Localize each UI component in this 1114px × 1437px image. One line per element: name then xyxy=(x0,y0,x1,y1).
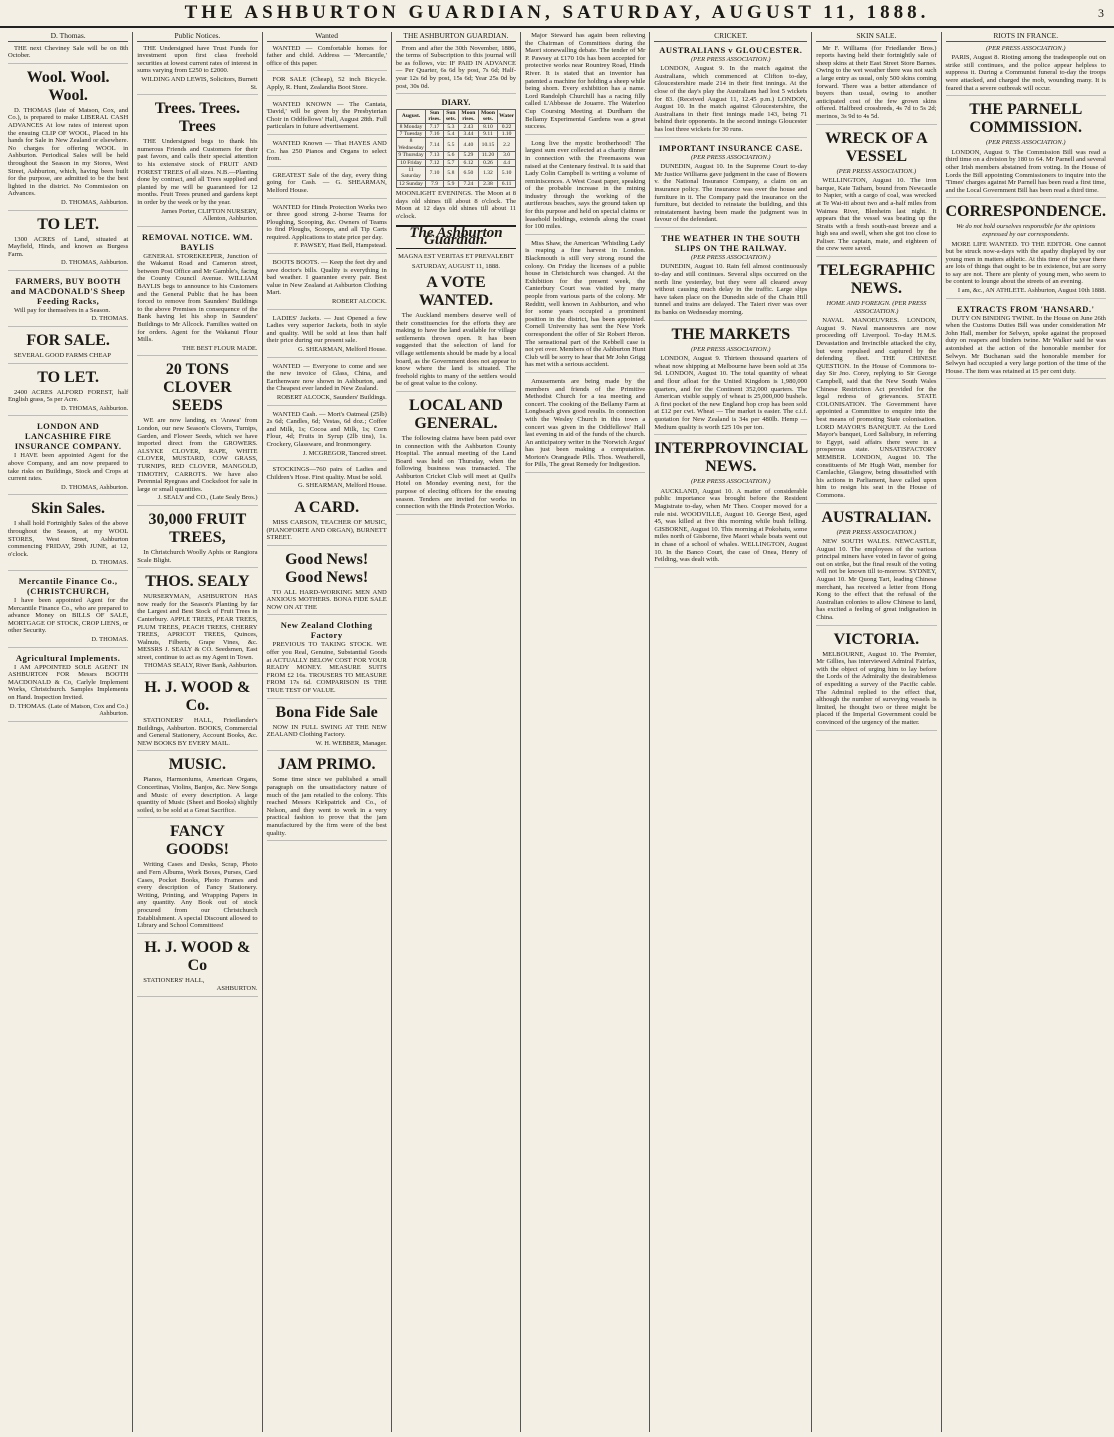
article-heading: Mercantile Finance Co., (CHRISTCHURCH, xyxy=(18,575,118,596)
article xyxy=(816,130,936,258)
article-body: LONDON, August 9. The Commission Bill was read a third time on a division by 180 to 64. Mr Parnell and several other Irish members abstained from voting. In the House of Lords the Bill appointing Commissioners to inquire into the 'Times' charges against Mr Parnell has been read a first time, and the Local Government Bill has been read a third time. xyxy=(945,148,1106,194)
article-body: AUCKLAND, August 10. A matter of considerable public importance was brought before the Resident Magistrate to-day, when Mr Theo. Cooper moved for a rule nisi. WOODVILLE, August 10. George Best, aged 45, was killed at five this morning while bush felling. GISBORNE, August 10. This morning at Pokohatu, some miles north of Gisborne, five Maori whale boats went out in chase of a school of whales. WELLINGTON, August 10. In the Banco Court, the case of Onea, Henry of Feilding, was dealt with. xyxy=(654,487,808,564)
article xyxy=(137,511,257,568)
article-body: WANTED Cash. — Mort's Oatmeal (25lb) 2s 6d; Candles, 6d; Vestas, 6d doz.; Coffee and Milk, 1s; Cocoa and Milk, 1s; Corn Flour, 4d; Fruits in Syrup (2lb tins), 1s. Crockery, Glassware, and Ironmongery. xyxy=(266,410,387,448)
article-signature: D. THOMAS. (Late of Matson, Cox and Co.) Ashburton. xyxy=(9,702,129,718)
diary-cell: 7.14 xyxy=(426,138,443,152)
article xyxy=(946,304,1106,380)
article-body: LONDON, August 9. In the match against the Australians, which commenced at Clifton to-day, Gloucestershire made 214 in their first innings. At the close of the day's play the Australians had lost 5 wickets for 83. (Received August 11, 12.45 p.m.) LONDON, August 10. In the match against Gloucestershire, the Australians in their first innings made 143, being 71 behind their opponents. In the second innings Gloucester has lost three wickets for 30 runs. xyxy=(654,65,808,133)
article-heading: THE MARKETS xyxy=(671,325,791,343)
article-signature: D. THOMAS, Ashburton. xyxy=(61,404,129,412)
article-body: BOOTS BOOTS. — Keep the feet dry and save doctor's bills. Quality is everything in bad weather. I guarantee every pair. Best value in New Zealand at Ashburton Clothing Mart. xyxy=(266,259,387,297)
article xyxy=(8,216,128,271)
article-heading: IMPORTANT INSURANCE CASE. xyxy=(658,142,803,153)
page-number: 3 xyxy=(1098,6,1104,20)
diary-cell: 5.4 xyxy=(443,130,458,137)
article xyxy=(137,823,257,933)
article xyxy=(816,262,936,503)
article-body: Will pay for themselves in a Season. xyxy=(14,306,111,314)
article-subheading: (PER PRESS ASSOCIATION.) xyxy=(690,153,771,161)
article-heading: Agricultural Implements. xyxy=(15,652,121,663)
article-body: GREATEST Sale of the day, every thing going for Cash. — G. SHEARMAN, Melford House. xyxy=(266,171,387,194)
article-heading: JAM PRIMO. xyxy=(277,756,376,774)
table-row xyxy=(396,159,515,166)
article-body: NOW IN FULL SWING AT THE NEW ZEALAND Clothing Factory. xyxy=(266,723,387,739)
article xyxy=(816,509,936,626)
article-subheading: (PER PRESS ASSOCIATION.) xyxy=(690,478,771,486)
article-body: Mr F. Williams (for Friedlander Bros.) reports having held their fortnightly sale of sheep skins at their East Street Store Barnes. Owing to the wet weather there was not such a large entry as usual, only 500 skins coming forward. There was a better attendance of buyers than usual, owing to another anticipated cost of the few grown skins offered. Halfbred crossbreds, 4s 7d to 5s 2d; merinos, 3s 9d to 4s 5d. xyxy=(816,44,937,120)
diary-cell: 11.20 xyxy=(478,152,497,159)
article xyxy=(816,45,936,125)
diary-header-cell: Moon sets. xyxy=(478,109,497,123)
article xyxy=(525,140,645,235)
diary-header-cell: Sun sets. xyxy=(443,109,458,123)
article-heading: LOCAL AND GENERAL. xyxy=(409,396,503,432)
article xyxy=(8,421,128,495)
article-signature: ROBERT ALCOCK, Saunders' Buildings. xyxy=(276,393,387,401)
article-heading: FANCY GOODS! xyxy=(165,823,229,859)
table-row xyxy=(396,152,515,159)
article-body: PARIS, August 8. Rioting among the tradespeople out on strike still continues, and the police appear helpless to suppress it. During a Communist funeral to-day the troops were attacked, and charged the mob, wounding many. It is feared that a severe outbreak will occur. xyxy=(945,54,1106,92)
article-heading: WRECK OF A VESSEL xyxy=(825,129,928,165)
diary-cell: 4.4 xyxy=(498,159,516,166)
article-subheading: (PER PRESS ASSOCIATION.) xyxy=(836,528,917,536)
diary-cell: 7 Tuesday xyxy=(396,130,425,137)
article xyxy=(946,101,1106,198)
article-heading: LONDON AND LANCASHIRE FIRE INSURANCE COMPANY. xyxy=(14,421,122,452)
article-body: MELBOURNE, August 10. The Premier, Mr Gillies, has interviewed Admiral Fairfax, with the object of urging him to lay before the Lords of the Admiralty the desirableness of expediting a survey of the Pacific cable. The Admiral replied to the effect that, although the number of surveying vessels is limited, he thought two or three might be placed if the Imperial Government could be convinced of the urgency of the matter. xyxy=(816,650,937,726)
subscription-terms xyxy=(396,45,516,95)
dateline: SATURDAY, AUGUST 11, 1888. xyxy=(411,263,500,271)
article xyxy=(525,378,645,473)
article xyxy=(267,551,387,616)
article-signature: THOMAS SEALY, River Bank, Ashburton. xyxy=(144,662,258,670)
article xyxy=(267,76,387,95)
subscription-text: From and after the 30th November, 1886, the terms of Subscription to this journal will be as follows, viz: IF PAID IN ADVANCE — Per Quarter, 6s 6d by post, 7s 6d; Half-year 12s 6d by post, 15s 6d; Year 25s 0d by post, 30s 0d. xyxy=(395,44,517,90)
article xyxy=(8,500,128,571)
article-body: DUNEDIN, August 10. Rain fell almost continuously to-day and still continues. Several slips occurred on the north line yesterday, but they were all cleared away without causing much delay in the traffic. Large slips have taken place on the Dunedin side of the Chain Hill tunnel and trains are delayed. The Taieri river was over its banks on Wednesday morning. xyxy=(654,263,808,317)
article-subheading: HOME AND FOREIGN. (PER PRESS ASSOCIATION.) xyxy=(826,300,927,315)
diary-cell: 2.2 xyxy=(498,138,516,152)
article-subheading: (PER PRESS ASSOCIATION.) xyxy=(985,44,1066,52)
article-subheading: (PER PRESS ASSOCIATION.) xyxy=(836,167,917,175)
article-body: I HAVE been appointed Agent for the above Company, and am now prepared to take risks on Buildings, Stock and Crops at current rates. xyxy=(8,452,129,483)
diary-cell: 6.50 xyxy=(459,167,479,181)
article xyxy=(137,361,257,506)
diary-cell: 5.8 xyxy=(443,167,458,181)
article xyxy=(946,203,1106,298)
article-signature: G. SHEARMAN, Melford House. xyxy=(297,346,387,353)
article-heading: New Zealand Clothing Factory xyxy=(280,620,373,641)
article-body: WANTED — Everyone to come and see the new invoice of Glass, China, and Earthenware now shown in Ashburton, and the Cheapest ever landed in New Zealand. xyxy=(266,362,387,393)
article-signature: D. THOMAS, Ashburton. xyxy=(61,483,129,491)
article xyxy=(267,499,387,546)
article xyxy=(137,939,257,997)
article-body: D. THOMAS (late of Matson, Cox, and Co.), is prepared to make LIBERAL CASH ADVANCES At low rates of interest upon the ensuing CLIP OF WOOL, Placed in his hands for Sale in New Zealand or elsewhere. No charges for offering WOOL in Ashburton. Periodical Sales will be held throughout the Season in my Stores, West Street, Ashburton, which, having been built for the purpose, are admitted to be the best lighted in the district. No Commission on Advances. xyxy=(8,106,129,198)
article xyxy=(267,315,387,358)
diary-cell: 7.17 xyxy=(426,123,443,130)
column-7 xyxy=(812,32,941,1432)
article-body: DUTY ON BINDING TWINE. In the House on June 26th when the Customs Duties Bill was under consideration Mr John Hall, member for Selwyn, spoke against the proposed duty on reapers and binders twine. Mr Walker said he was astonished at the action of the honorable member for Selwyn. Mr Buchanan said the honorable member for Selwyn had occupied a very large portion of the time of the House. The item was retained at 15 per cent duty. xyxy=(945,314,1106,375)
diary-cell: 7.16 xyxy=(426,130,443,137)
article-signature: D. THOMAS. xyxy=(91,315,129,323)
article xyxy=(267,101,387,135)
article xyxy=(816,631,936,731)
diary-cell: 2.43 xyxy=(459,123,479,130)
article-heading: A VOTE WANTED. xyxy=(418,273,494,309)
diary-cell: 5.9 xyxy=(443,180,458,187)
article-body: Long live the mystic brotherhood! The largest sum ever collected at a charity dinner in connection with the Freemasons was raised at the Centenary festival. It is said that Lady Colin Campbell is writing a volume of reminiscences. A West Coast paper, speaking of the probable increase in the mining industry through the working of the auriferous beaches, says the ground taken up for this purpose and held on special claims or leasehold holdings, extends along the coast for 100 miles. xyxy=(525,139,646,231)
article xyxy=(267,704,387,752)
column-header: D. Thomas. xyxy=(8,32,128,42)
article-heading: EXTRACTS FROM 'HANSARD.' xyxy=(957,303,1095,314)
article-body: PREVIOUS TO TAKING STOCK. WE offer you Real, Genuine, Substantial Goods at ACTUALLY BELOW COST FOR YOUR READY MONEY. MEASURE SUITS FROM £2 16s. TROUSERS TO MEASURE FROM 17s 6d. COMPARISON IS THE TRUE TEST OF VALUE. xyxy=(266,641,387,695)
diary-cell: 7.24 xyxy=(459,180,479,187)
article-heading: TELEGRAPHIC NEWS. xyxy=(817,262,936,298)
columns xyxy=(4,32,1110,1432)
diary-header-cell: Sun rises. xyxy=(426,109,443,123)
article-body: MISS CARSON, TEACHER OF MUSIC, (PIANOFORTE AND ORGAN), BURNETT STREET. xyxy=(266,518,387,542)
article-subheading: (PER PRESS ASSOCIATION.) xyxy=(690,55,771,63)
diary-cell: 3.44 xyxy=(459,130,479,137)
article xyxy=(267,411,387,462)
article-body: 1300 ACRES of Land, situated at Mayfield, Hinds, and known as Burgess Farm. xyxy=(8,235,129,258)
article-body: FOR SALE (Cheap), 52 inch Bicycle. Apply, R. Hunt, Zealandia Boot Store. xyxy=(266,76,387,91)
article-signature: I am, &c., AN ATHLETE. Ashburton, August 10th 1888. xyxy=(957,287,1106,295)
article xyxy=(8,45,128,64)
article-heading: H. J. WOOD & Co xyxy=(144,938,251,974)
article-body: I shall hold Fortnightly Sales of the above throughout the Season, at my WOOL STORES, West Street, Ashburton commencing FRIDAY, 29th JUNE, at 12, o'clock. xyxy=(8,520,129,558)
article-body: THE Undersigned have Trust Funds for investment upon first class freehold securities at lowest current rates of interest in sums varying from £250 to £2000. xyxy=(137,44,258,75)
article xyxy=(267,259,387,310)
article xyxy=(654,45,807,138)
article xyxy=(267,45,387,72)
article-heading: THE WEATHER IN THE SOUTH SLIPS ON THE RAILWAY. xyxy=(661,232,801,253)
diary-cell: 7.12 xyxy=(426,159,443,166)
diary-header-cell: Water xyxy=(498,109,516,123)
article-heading: CORRESPONDENCE. xyxy=(945,203,1106,221)
nameplate: The Ashburton Guardian. xyxy=(396,225,516,249)
diary-cell: 0.26 xyxy=(478,159,497,166)
article xyxy=(8,653,128,722)
column-header: CRICKET. xyxy=(654,32,807,42)
article-heading: 20 TONS CLOVER SEEDS xyxy=(163,361,232,415)
article xyxy=(267,140,387,167)
article-heading: 30,000 FRUIT TREES, xyxy=(148,510,247,546)
article xyxy=(267,363,387,406)
article-signature: D. THOMAS, Ashburton. xyxy=(61,198,129,206)
article xyxy=(654,440,807,568)
article-subheading: (PER PRESS ASSOCIATION.) xyxy=(690,345,771,353)
article-body: WELLINGTON, August 10. The iron barque, Kate Tatham, bound from Newcastle to Napier, with a cargo of coal, was wrecked at Te Wai-iti about two and a-half miles from Waimea River, Blenheim last night. It appears that the vessel was beating up the Straits with a fresh south-east breeze and a high sea and swell, when she got too close to Paliser. The captain, mate, and eighteen of the crew were saved. xyxy=(816,177,937,253)
article-body: WE are now landing, ex 'Arawa' from London, our new Season's Clovers, Turnips, Garden, and Flower Seeds, which we have imported direct from the GROWERS. ALSYKE CLOVER, RAPE, WHITE CLOVER, MUSTARD, COW GRASS, TURNIPS, RED CLOVER, MANGOLD, TIMOTHY, CARROTS. We have also Perennial Ryegrass and Cocksfoot for sale in large or small quantities. xyxy=(137,417,258,493)
diary-cell: 6.12 xyxy=(459,159,479,166)
article-body: I have been appointed Agent for the Mercantile Finance Co., who are prepared to advance Money on BILLS OF SALE, MORTGAGE OF STOCK, CROP LIENS, or other Security. xyxy=(8,596,129,635)
table-row xyxy=(396,130,515,137)
article xyxy=(267,620,387,698)
article-body: STATIONERS' HALL, Friedlander's Buildings, Ashburton. BOOKS, Commercial and General Stationery, Account Books, &c. NEW BOOKS BY EVERY MAIL. xyxy=(137,717,258,747)
diary-table xyxy=(396,109,516,188)
article-body: NURSERYMAN, ASHBURTON HAS now ready for the Season's Planting by far the Largest and Best Stock of Fruit Trees in Canterbury. APPLE TREES, PEAR TREES, PLUM TREES, PEACH TREES, CHERRY TREES, APRICOT TREES, Quinces, Walnuts, Filberts, Grape Vines, &c. MESSRS J. SEALY & CO. Seedsmen, East street, continue to act as my Agent in Town. xyxy=(137,593,258,661)
masthead xyxy=(0,0,1114,28)
article-signature: J. SEALY and CO., (Late Sealy Bros.) xyxy=(157,494,258,502)
article-body: THE Undersigned begs to thank his numerous Friends and Customers for their past favors, and calls their special attention to his extensive stock of FRUIT AND FOREST TREES of all sizes. N.B.—Planting done by contract, and all Trees supplied and planted by me will be guaranteed for 12 months. Fruit Trees pruned and gardens kept in order by the week or by the year. xyxy=(137,138,258,206)
article-signature: G. SHEARMAN, Melford House. xyxy=(297,482,387,490)
diary-cell: 5.10 xyxy=(498,167,516,181)
article-signature: D. THOMAS. xyxy=(91,635,129,643)
column-6 xyxy=(650,32,812,1432)
article-body: Major Steward has again been relieving the Chairman of Committees during the Maori stonewalling debate. The tender of Mr P. Pawsey at £170 10s has been accepted for protective works near Rountrey Road, Hinds River. It is stated that an inventor has patented a machine for holding a sheep while being shorn. Every exhibition has a name. Lord Randolph Churchill has a racing filly called L'Abbesse de Jouarre. The Waterloo Cup Coursing Meeting at Durdham the Bellamy Experimental Gardens was a great success. xyxy=(525,32,646,131)
diary-cell: 1.10 xyxy=(498,130,516,137)
motto: MAGNA EST VERITAS ET PREVALEBIT xyxy=(398,252,514,260)
article-body: WANTED — Comfortable homes for father and child. Address — 'Mercantile,' office of this paper. xyxy=(266,44,387,67)
article-heading: Good News! Good News! xyxy=(285,550,369,586)
article-heading: MUSIC. xyxy=(168,756,227,774)
article-heading: AUSTRALIANS v GLOUCESTER. xyxy=(659,44,803,55)
article-heading: FARMERS, BUY BOOTH and MACDONALD'S Sheep Feeding Racks, xyxy=(10,275,126,306)
article xyxy=(137,232,257,357)
article-signature: WILDING AND LEWIS, Solicitors, Burnett St. xyxy=(141,75,258,91)
article-body: Writing Cases and Desks, Scrap, Photo and Fern Albums, Work Boxes, Purses, Card Cases, Pocket Books, Photo Frames and every description of Fancy Stationery. Writing, Printing, and Wrapping Papers in any quantity. Any Book out of stock procured from our Christchurch Establishment. A special Discount allowed to Library and School Committees! xyxy=(137,861,258,930)
diary-cell: 5.3 xyxy=(443,123,458,130)
diary-cell: 5.29 xyxy=(459,152,479,159)
article-heading: TO LET. xyxy=(37,215,99,233)
column-header: RIOTS IN FRANCE. xyxy=(946,32,1106,42)
article-signature: ASHBURTON. xyxy=(216,985,258,993)
diary-cell: 3.0 xyxy=(498,152,516,159)
article-body: STATIONERS' HALL, xyxy=(143,976,205,984)
article-body: The Auckland members deserve well of their constituencies for the efforts they are making to have the land available for village settlements thrown open. It has been suggested that the selection of land for village settlements should be made by a local board, as the Government does not appear to know where the land is situated. The freehold rights to many of the settlers would be of great value to the colony. xyxy=(395,311,517,388)
diary-cell: 2.38 xyxy=(478,180,497,187)
article-body: In Christchurch Woolly Aphis or Rangiora Scale Blight. xyxy=(137,548,258,564)
article-heading: TO LET. xyxy=(37,368,99,386)
article-body: WANTED KNOWN — The Cantata, 'David,' will be given by the Presbyterian Choir in Oddfellows' Hall, August 28th. Full particulars in future advertisement. xyxy=(266,100,387,131)
article xyxy=(137,679,257,751)
moonlight-evenings: MOONLIGHT EVENINGS. The Moon at 8 days old shines till about 8 o'clock. The Moon at 12 days old shines till about 11 o'clock. xyxy=(395,190,517,220)
article xyxy=(8,276,128,327)
diary-cell: 10 Friday xyxy=(396,159,425,166)
article-body: DUNEDIN, August 10. In the Supreme Court to-day Mr Justice Williams gave judgment in the case of Bowers v. the National Insurance Company, a claim on an insurance policy. The insurance was over the house and furniture in it. The Company paid the insurance on the furniture, but decided to reinstate the building, and this reinstatement having been made the judgment was in favour of the defendant. xyxy=(654,163,808,224)
article-body: GENERAL STOREKEEPER, Junction of the Wakanui Road and Cameron street, between Post Office and Mr Gamble's, facing the County Council Avenue. WILLIAM BAYLIS begs to announce to his Customers and the General Public that he has been forced to remove from Saunders' Buildings to the above Premises in consequence of the Bank having let his shop in Saunders' Buildings to Mr Allcock. Families waited on for orders. Agent for the Wakanui Flour Mills. xyxy=(137,252,258,344)
article xyxy=(8,332,128,364)
article-heading: Trees. Trees. Trees xyxy=(154,100,240,136)
column-header: Public Notices. xyxy=(137,32,257,42)
article-signature: James Porter, CLIFTON NURSERY, Allenton, Ashburton. xyxy=(161,207,258,223)
diary-cell: 9 Thursday xyxy=(396,152,425,159)
article xyxy=(137,100,257,227)
article xyxy=(267,756,387,841)
article-heading: THE PARNELL COMMISSION. xyxy=(969,101,1083,137)
diary-title: DIARY. xyxy=(441,97,471,108)
article-body: LADIES' Jackets. — Just Opened a few Ladies very superior Jackets, both in style and quality. Will be sold at less than half their price during our present sale. xyxy=(266,314,387,345)
article-subheading: (PER PRESS ASSOCIATION.) xyxy=(985,139,1066,147)
article-signature: THE BEST FLOUR MADE. xyxy=(182,344,258,352)
article xyxy=(396,274,516,392)
article xyxy=(654,326,807,436)
column-3 xyxy=(263,32,392,1432)
article-heading: Bona Fide Sale xyxy=(275,703,378,721)
diary-cell: 12 Sunday xyxy=(396,180,425,187)
article-body: The following claims have been paid over in connection with the Ashburton County Hospital. The annual meeting of the Land Board was held on Thursday, when the following business was transacted. The Ashburton Cricket Club will meet at Quill's Hotel on Monday evening next, for the purpose of electing officers for the ensuing season. Tenders are invited for works in connection with the Hinds Protection Works. xyxy=(395,434,517,511)
article xyxy=(525,240,645,373)
diary-cell: 5.7 xyxy=(443,159,458,166)
column-header: THE ASHBURTON GUARDIAN. xyxy=(396,32,516,42)
article xyxy=(137,756,257,818)
article-body: TO ALL HARD-WORKING MEN AND ANXIOUS MOTHERS. BONA FIDE SALE NOW ON AT THE xyxy=(266,588,387,611)
article-heading: THOS. SEALY xyxy=(145,573,250,591)
newspaper-title: THE ASHBURTON GUARDIAN, SATURDAY, AUGUST 11, 1888. xyxy=(184,2,930,23)
diary-cell: 7.9 xyxy=(426,180,443,187)
article-body: MORE LIFE WANTED. TO THE EDITOR. One cannot but be struck now-a-days with the apathy displayed by our young men in matters athletic. At this time of the year there are lots of things that ought to be in existence, but are sorry to say are not. There are plenty of young men, who seem to be content to lounge about the streets of an evening. xyxy=(945,240,1106,286)
article-body: NAVAL MANOEUVRES. LONDON, August 9. Naval manoeuvres are now proceeding off Liverpool. To-day H.M.S. Devastation and Invincible attacked the city, but were repulsed and captured by the defending fleet. THE CHINESE QUESTION. In the House of Commons to-day Sir Jno. Corey, replying to Sir George Campbell, said that the New South Wales Chinese Restriction Act provided for the legal redress of grievances. STATE COLONISATION. The Government have appointed a Committee to enquire into the best means of promoting State colonisation. LORD MAYOR'S BANQUET. At the Lord Mayor's banquet, Lord Salisbury, in referring to Egypt, said affairs there were in a prosperous state. UNSATISFACTORY MEMBER. LONDON, August 10. The constituents of Mr Hugh Watt, member for Camlachie, Glasgow, being dissatisfied with his actions in Parliament, have called upon him to resign his seat in the House of Commons. xyxy=(816,317,937,499)
column-5 xyxy=(521,32,650,1432)
diary-cell: 8.10 xyxy=(478,123,497,130)
diary-cell: 1.32 xyxy=(478,167,497,181)
diary-header-cell: August. xyxy=(396,109,425,123)
diary-cell: 8 Wednesday xyxy=(398,138,424,151)
diary-cell: 9.11 xyxy=(478,130,497,137)
article-body: Pianos, Harmoniums, American Organs, Concertinas, Violins, Banjos, &c. New Songs and Music of every description. A large quantity of Music (Sheet and Books) slightly soiled, to be sold at a Great Sacrifice. xyxy=(137,776,258,814)
article-heading: Skin Sales. xyxy=(31,500,106,518)
diary-cell: 5.5 xyxy=(443,138,458,152)
column-8 xyxy=(942,32,1110,1432)
article-signature: F. PAWSEY, Hast Bell, Hampstead. xyxy=(293,242,387,250)
diary-cell: 7.13 xyxy=(426,152,443,159)
article-heading: VICTORIA. xyxy=(833,630,920,648)
article xyxy=(525,32,645,135)
column-header: SKIN SALE. xyxy=(816,32,936,42)
diary-cell: 11 Saturday xyxy=(396,167,425,181)
diary-cell: 5.6 xyxy=(443,152,458,159)
article-body: 2400 ACRES ALFORD FOREST, half English grass, 5s per Acre. xyxy=(8,388,129,404)
article-subheading: (PER PRESS ASSOCIATION.) xyxy=(690,253,771,261)
article xyxy=(946,45,1106,97)
article xyxy=(267,172,387,199)
article xyxy=(137,573,257,674)
diary-cell: 4.40 xyxy=(459,138,479,152)
article-signature: D. THOMAS. xyxy=(91,559,129,567)
article xyxy=(267,204,387,255)
diary-cell: 8 Monday xyxy=(396,123,425,130)
article xyxy=(8,69,128,211)
article-subheading: We do not hold ourselves responsible for the opinions expressed by our correspondents. xyxy=(956,223,1096,238)
article-body: LONDON, August 9. Thirteen thousand quarters of wheat now shipping at Melbourne have been sold at 35s 9d. LONDON, August 10. The total quantity of wheat and flour afloat for the United Kingdom is 1,980,000 quarters, and for the Continent 352,000 quarters. The American visible supply of wheat is 25,000,000 bushels. A first pocket of the new England hop crop has been sold at £12 per cwt. Wheat — The market is easier. The c.i.f. quotation for New Zealand is 34s per 480lb. Hemp — Medium quality is worth £25 10s per ton. xyxy=(654,355,808,431)
article xyxy=(8,576,128,648)
article-heading: AUSTRALIAN. xyxy=(821,508,932,526)
article-body: NEW SOUTH WALES. NEWCASTLE, August 10. The employees of the various principal miners have voted in favor of going out on strike, but the final result of the voting will not be known till to-morrow. SYDNEY, August 10. Mr Quong Tart, leading Chinese merchant, has received a letter from Hong Kong to the effect that the refusal of the Australian colonies to allow Chinese to land, has excited a feeling of great indignation in China. xyxy=(816,538,937,622)
table-row xyxy=(396,167,515,181)
article xyxy=(137,45,257,96)
article-body: SEVERAL GOOD FARMS CHEAP xyxy=(14,352,111,360)
article-body: STOCKINGS—760 pairs of Ladies and Children's Hose. First quality. Must be sold. xyxy=(266,466,387,481)
diary-cell: 6.11 xyxy=(498,180,516,187)
article-heading: A CARD. xyxy=(294,498,360,516)
article xyxy=(654,233,807,321)
article-body: Miss Shaw, the American 'Whistling Lady' is reaping a fine harvest in London. Blackmouth is still very strong round the colony. On Friday the licenses of a public house in Christchurch was changed. At the Exhibition for the present week, the Canterbury Court was visited by many people from various parts of the colony. Mr Redditt, well known in Ashburton, and who for some years occupied a prominent position in the district, has been appointed. Cornell University has sent the New York correspondent the offer of Sir Robert Heron. The sensational part of the Kebbell case is not yet over. Members of the Ashburton Hunt Club will be sorry to hear that Mr John Grigg has met with a serious accident. xyxy=(525,239,646,369)
table-row xyxy=(396,123,515,130)
table-row xyxy=(396,138,515,152)
column-2 xyxy=(133,32,262,1432)
article-heading: Wool. Wool. Wool. xyxy=(26,68,110,104)
article xyxy=(654,143,807,228)
article-heading: FOR SALE. xyxy=(26,332,110,350)
diary-cell: 10.15 xyxy=(478,138,497,152)
article-signature: J. MCGREGOR, Tancred street. xyxy=(302,449,387,457)
article-body: THE next Cheviney Sale will be on 8th October. xyxy=(8,44,129,60)
diary-header-cell: Moon rises. xyxy=(459,109,479,123)
diary-cell: 7.10 xyxy=(426,167,443,181)
article-signature: W. H. WEBBER, Manager. xyxy=(315,739,387,747)
article-body: WANTED Known — That HAYES AND Co. has 250 Pianos and Organs to select from. xyxy=(266,139,387,163)
table-row xyxy=(396,180,515,187)
article-signature: ROBERT ALCOCK. xyxy=(332,298,387,306)
column-4 xyxy=(392,32,521,1432)
article xyxy=(8,369,128,417)
article-signature: D. THOMAS, Ashburton. xyxy=(61,259,129,267)
article-heading: REMOVAL NOTICE. WM. BAYLIS xyxy=(142,231,253,252)
article xyxy=(396,397,516,515)
article xyxy=(267,466,387,494)
article-heading: INTERPROVINCIAL NEWS. xyxy=(654,440,809,476)
column-header: Wanted xyxy=(267,32,387,42)
article-body: WANTED for Hinds Protection Works two or three good strong 2-horse Teams for Ploughing, Scooping, &c. Owners of Teams to find Ploughs, Scoops, and all Tip Carts required. Applications to state price per day. xyxy=(266,203,387,241)
article-body: Amusements are being made by the members and friends of the Primitive Methodist Church for a tea meeting and concert. The cooking of the Bellamy Farm at Longbeach gives good results. In connection with the Wesley Church in this town a concert was given in the Oddfellows' Hall last evening in aid of the funds of the church. An anticipatory writer in the 'Norwich Argus' has just been making a computation. Morton's Orangeade Pills. Thos. Weatherell, for Pills, The great Remedy for Indigestion. xyxy=(525,377,646,469)
article-heading: H. J. WOOD & Co. xyxy=(144,679,251,715)
article-body: Some time since we published a small paragraph on the unsatisfactory nature of much of the jam retailed to the colony. This reached Messrs Kirkpatrick and Co., of Nelson, and they went to work in a very practical fashion to prove that the jam manufactured by the firm were of the best quality. xyxy=(266,776,387,837)
article-body: I AM APPOINTED SOLE AGENT IN ASHBURTON FOR Messrs BOOTH MACDONALD & Co, Carlyle Implement Works, Christchurch. Samples Implements on Hand. Inspection Invited. xyxy=(8,663,129,701)
column-1 xyxy=(4,32,133,1432)
diary-cell: 0.22 xyxy=(498,123,516,130)
